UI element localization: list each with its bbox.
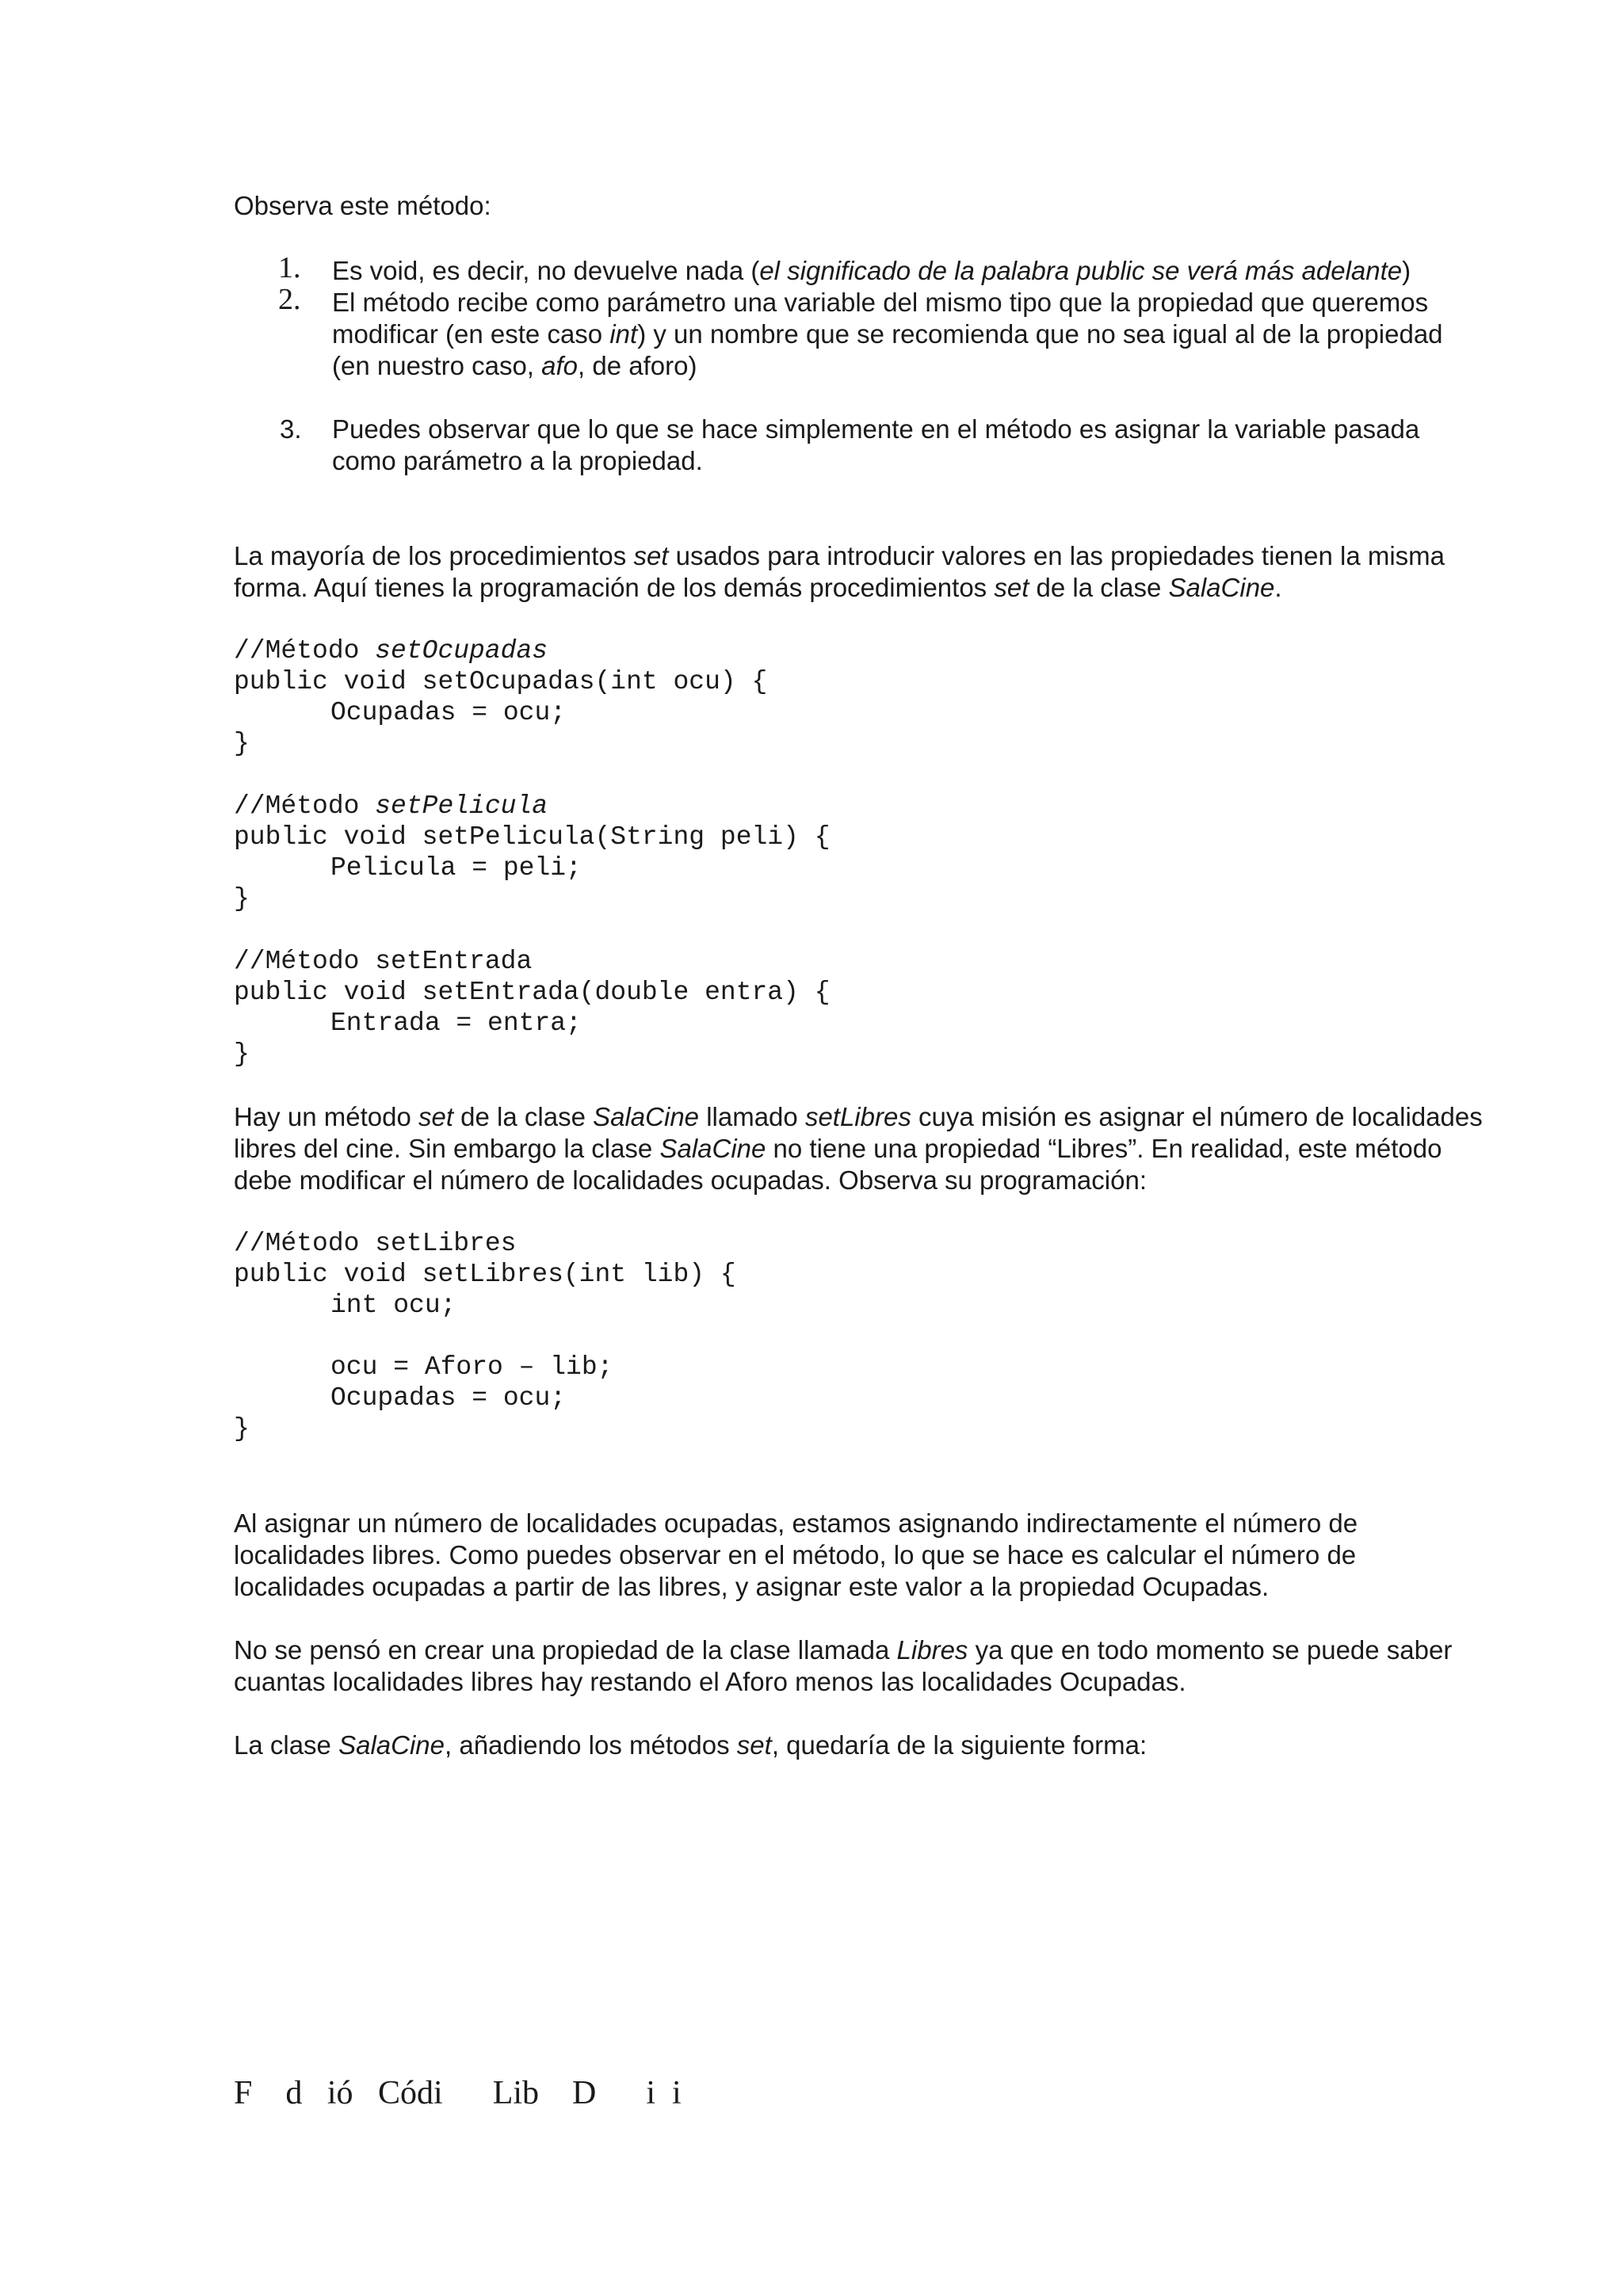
code-block-setentrada	[234, 946, 1486, 1070]
paragraph-final	[234, 1730, 1486, 1761]
italic-text-run: Libres	[896, 1635, 968, 1665]
text-run: Puedes observar que lo que se hace simplemente en el método es asignar la variable pasada como parámetro a la propiedad.	[332, 414, 1420, 475]
list-item-text	[332, 288, 1443, 380]
text-run: usados para introducir valores en las propiedades tienen la misma forma. Aquí tienes la programación de los demás procedimientos	[234, 541, 1445, 602]
list-item-text	[332, 256, 1411, 285]
text-run: de la clase	[1029, 573, 1169, 602]
list-item-text	[332, 414, 1419, 475]
paragraph-no-penso	[234, 1634, 1486, 1698]
code-line: }	[234, 1414, 250, 1444]
text-run: , quedaría de la siguiente forma:	[771, 1730, 1148, 1760]
code-line: Ocupadas = ocu;	[330, 1383, 567, 1413]
text-run: ) y un nombre que se recomienda que no sea igual al de la propiedad (en nuestro caso,	[332, 319, 1443, 380]
code-line: Entrada = entra;	[330, 1009, 582, 1038]
code-comment: //Método setLibres	[234, 1229, 517, 1258]
italic-text-run: int	[609, 319, 638, 349]
code-line: public void setLibres(int lib) {	[234, 1260, 736, 1289]
intro-text: Observa este método:	[234, 191, 491, 220]
text-run: ya que en todo momento se puede saber cuantas localidades libres hay restando el Aforo menos las localidades Ocupadas.	[234, 1635, 1453, 1696]
code-line: public void setPelicula(String peli) {	[234, 822, 831, 852]
text-run: cuya misión es asignar el número de localidades libres del cine. Sin embargo la clase	[234, 1102, 1483, 1163]
list-item-1	[234, 251, 1486, 287]
italic-text-run: set	[994, 573, 1029, 602]
text-run: de la clase	[453, 1102, 594, 1131]
page-footer: F d ió Códi Lib D i i	[234, 2075, 682, 2111]
code-block-setpelicula	[234, 791, 1486, 914]
list-item-2	[234, 283, 1486, 382]
code-line: public void setOcupadas(int ocu) {	[234, 667, 768, 696]
code-block-setocupadas	[234, 635, 1486, 759]
code-comment: //Método setOcupadas	[234, 636, 548, 666]
code-line: int ocu;	[330, 1291, 456, 1320]
italic-text-run: set	[418, 1102, 453, 1131]
code-comment: //Método setEntrada	[234, 947, 533, 976]
code-comment: //Método setPelicula	[234, 791, 548, 821]
text-run: La mayoría de los procedimientos	[234, 541, 634, 570]
italic-text-run: set	[736, 1730, 772, 1760]
code-line: Ocupadas = ocu;	[330, 698, 567, 727]
italic-text-run: setLibres	[804, 1102, 911, 1131]
paragraph-asignar: Al asignar un número de localidades ocupadas, estamos asignando indirectamente el número de localidades libres. Como puedes observar en el método, lo que se hace es calcular el número de localidades ocupadas a partir de las libres, y asignar este valor a la propiedad Ocupadas.	[234, 1508, 1358, 1601]
paragraph-setlibres	[234, 1101, 1486, 1196]
code-line: public void setEntrada(double entra) {	[234, 978, 831, 1007]
italic-text-run: SalaCine	[593, 1102, 700, 1131]
text-run: )	[1402, 256, 1411, 285]
italic-text-run: SalaCine	[338, 1730, 445, 1760]
italic-text-run: set	[633, 541, 669, 570]
text-run: , añadiendo los métodos	[445, 1730, 737, 1760]
code-line: ocu = Aforo – lib;	[330, 1352, 613, 1382]
paragraph-set-procedures	[234, 540, 1486, 604]
text-run: Es void, es decir, no devuelve nada (	[332, 256, 760, 285]
list-number: 1.	[278, 251, 301, 284]
numbered-list	[234, 251, 1486, 477]
italic-text-run: afo	[541, 351, 579, 380]
text-run: .	[1274, 573, 1282, 602]
text-run: , de aforo)	[578, 351, 697, 380]
code-line: Pelicula = peli;	[330, 853, 582, 883]
code-line: }	[234, 729, 250, 758]
list-item-3	[234, 414, 1486, 477]
text-run: El método recibe como parámetro una variable del mismo tipo que la propiedad que queremos modificar (en este caso	[332, 288, 1429, 349]
code-block-setlibres	[234, 1228, 1486, 1444]
italic-text-run: SalaCine	[1168, 573, 1275, 602]
text-run: no tiene una propiedad “Libres”. En realidad, este método debe modificar el número de localidades ocupadas. Observa su programación:	[234, 1134, 1442, 1195]
code-line: }	[234, 884, 250, 913]
page-content	[234, 190, 1486, 1761]
text-run: No se pensó en crear una propiedad de la clase llamada	[234, 1635, 897, 1665]
italic-text-run: SalaCine	[659, 1134, 766, 1163]
text-run: Hay un método	[234, 1102, 418, 1131]
italic-text-run: el significado de la palabra public se verá más adelante	[759, 256, 1403, 285]
list-number: 3.	[280, 414, 302, 444]
code-line: }	[234, 1039, 250, 1069]
text-run: La clase	[234, 1730, 339, 1760]
list-number: 2.	[278, 283, 301, 316]
text-run: llamado	[699, 1102, 805, 1131]
